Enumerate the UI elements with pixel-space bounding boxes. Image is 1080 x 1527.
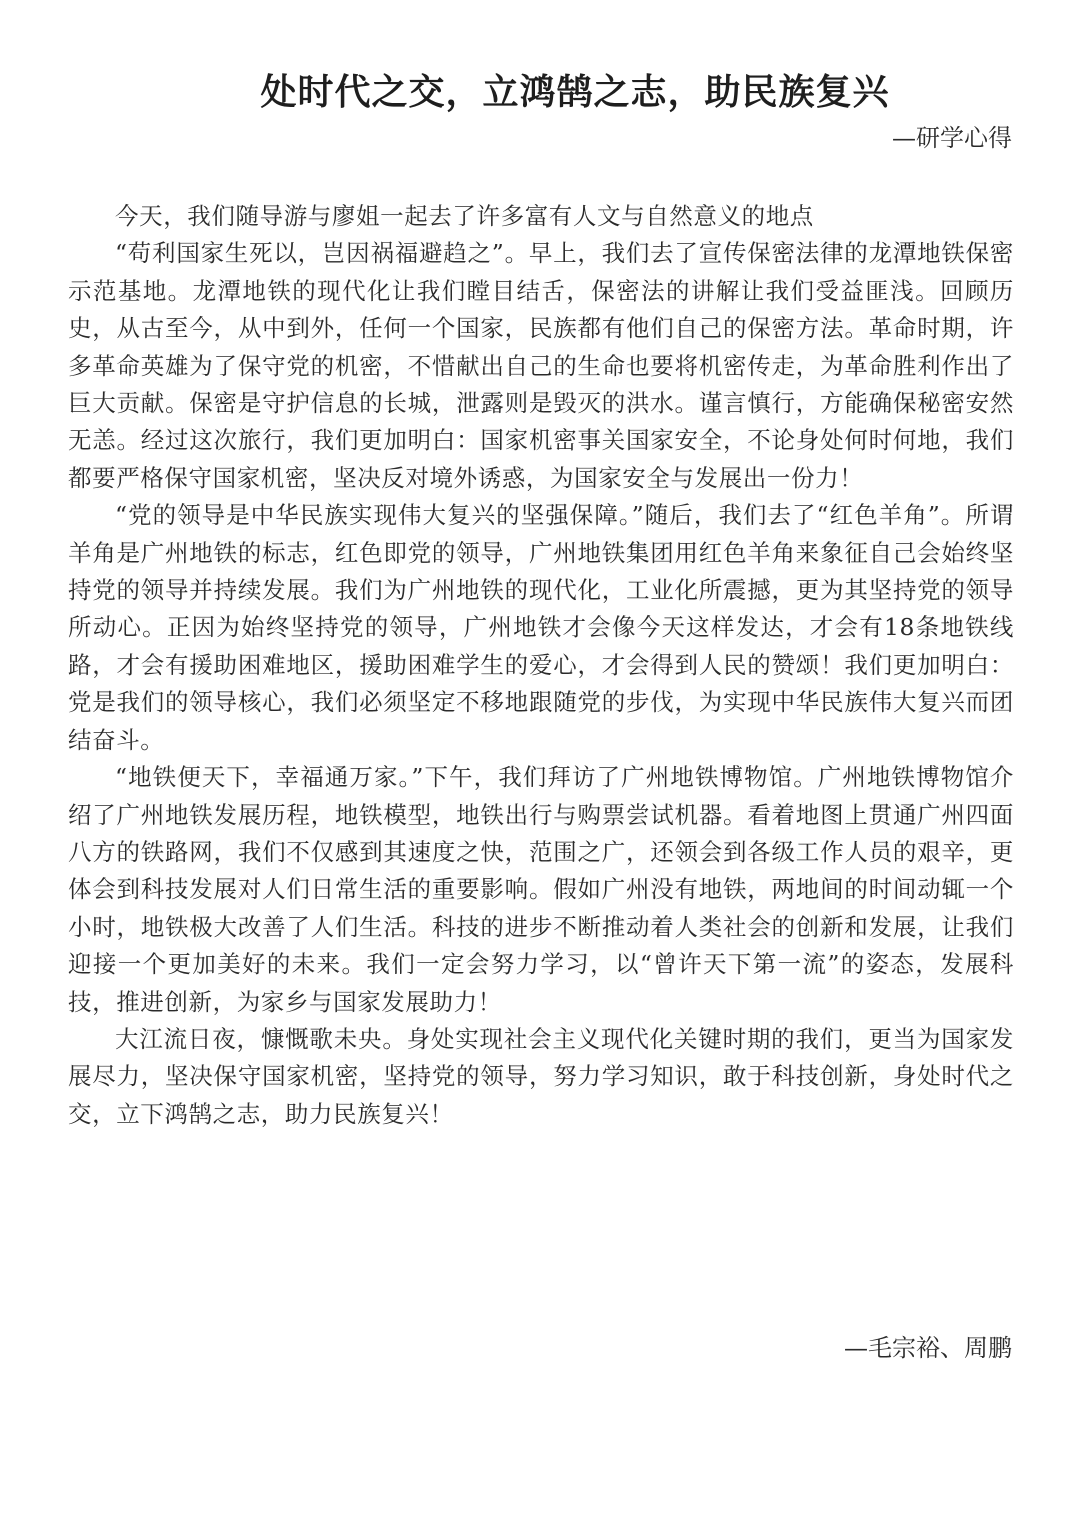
paragraph-metro-museum: “地铁便天下，幸福通万家。”下午，我们拜访了广州地铁博物馆。广州地铁博物馆介绍了广州地铁发展历程，地铁模型，地铁出行与购票尝试机器。看着地图上贯通广州四面八方的铁路网，我们不仅感到其速度之快，范围之广，还领会到各级工作人员的艰辛，更体会到科技发展对人们日常生活的重要影响。假如广州没有地铁，两地间的时间动辄一个小时，地铁极大改善了人们生活。科技的进步不断推动着人类社会的创新和发展，让我们迎接一个更加美好的未来。我们一定会努力学习，以“曾许天下第一流”的姿态，发展科技，推进创新，为家乡与国家发展助力！ xyxy=(68,763,1014,1016)
paragraph-intro: 今天，我们随导游与廖姐一起去了许多富有人文与自然意义的地点 xyxy=(115,202,814,230)
essay-subtitle: —研学心得 xyxy=(892,124,1012,152)
paragraph-conclusion: 大江流日夜，慷慨歌未央。身处实现社会主义现代化关键时期的我们，更当为国家发展尽力，坚决保守国家机密，坚持党的领导，努力学习知识，敢于科技创新，身处时代之交，立下鸿鹄之志，助力民族复兴！ xyxy=(68,1024,1014,1128)
essay-title: 处时代之交，立鸿鹄之志，助民族复兴 xyxy=(260,71,890,113)
essay-signature: —毛宗裕、周鹏 xyxy=(844,1334,1012,1362)
paragraph-secrecy: “苟利国家生死以，岂因祸福避趋之”。早上，我们去了宣传保密法律的龙潭地铁保密示范基地。龙潭地铁的现代化让我们瞠目结舌，保密法的讲解让我们受益匪浅。回顾历史，从古至今，从中到外，任何一个国家，民族都有他们自己的保密方法。革命时期，许多革命英雄为了保守党的机密，不惜献出自己的生命也要将机密传走，为革命胜利作出了巨大贡献。保密是守护信息的长城，泄露则是毁灭的洪水。谨言慎行，方能确保秘密安然无恙。经过这次旅行，我们更加明白：国家机密事关国家安全，不论身处何时何地，我们都要严格保守国家机密，坚决反对境外诱惑，为国家安全与发展出一份力！ xyxy=(68,239,1014,492)
paragraph-party-leadership: “党的领导是中华民族实现伟大复兴的坚强保障。”随后，我们去了“红色羊角”。所谓羊角是广州地铁的标志，红色即党的领导，广州地铁集团用红色羊角来象征自己会始终坚持党的领导并持续发展。我们为广州地铁的现代化，工业化所震撼，更为其坚持党的领导所动心。正因为始终坚持党的领导，广州地铁才会像今天这样发达，才会有18条地铁线路，才会有援助困难地区，援助困难学生的爱心，才会得到人民的赞颂！我们更加明白：党是我们的领导核心，我们必须坚定不移地跟随党的步伐，为实现中华民族伟大复兴而团结奋斗。 xyxy=(68,501,1014,754)
essay-body xyxy=(68,198,1014,1133)
